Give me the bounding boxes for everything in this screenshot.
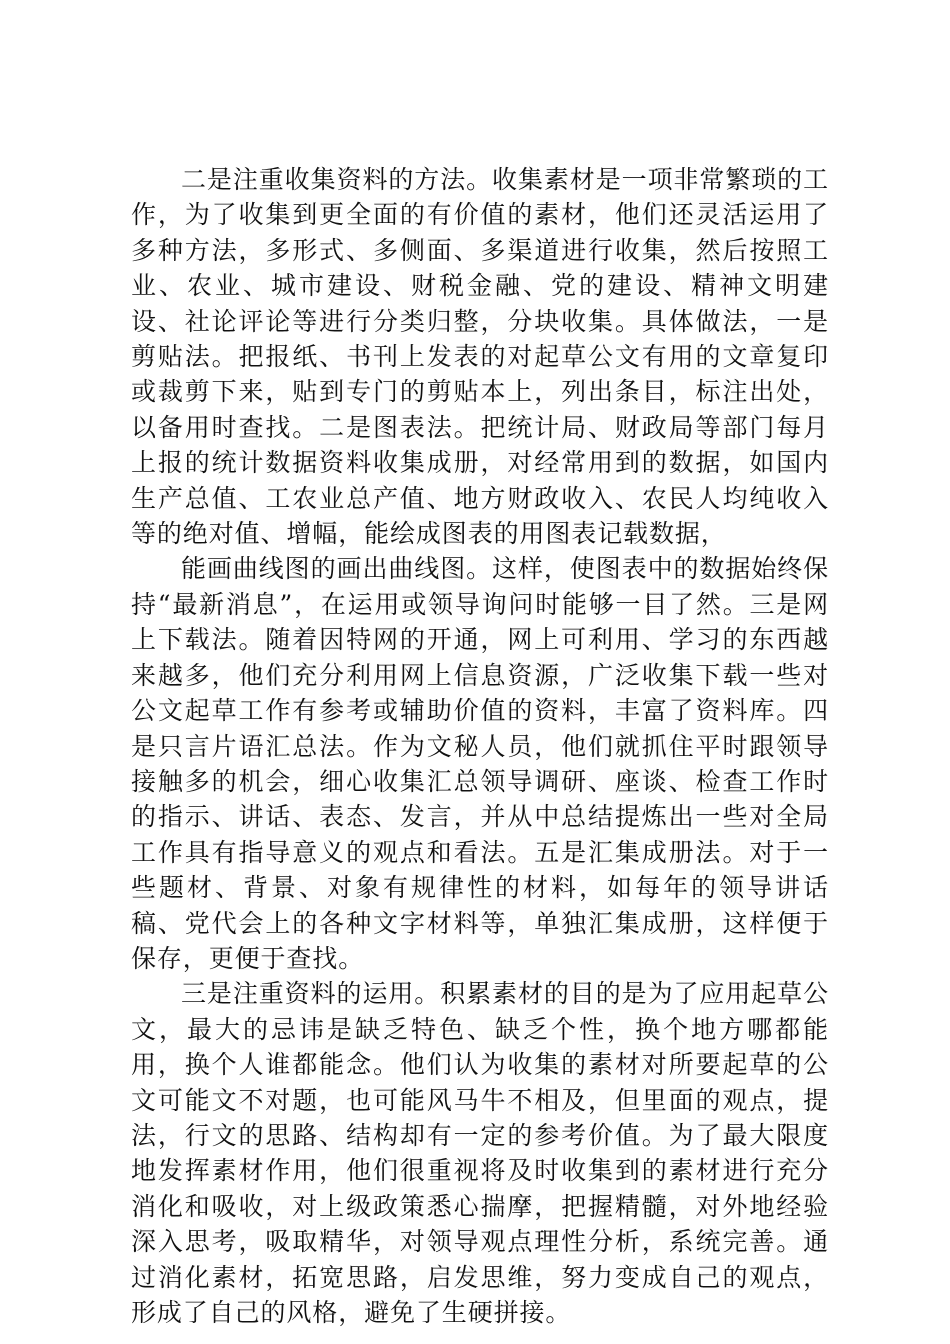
paragraph-chart-and-download-methods: 能画曲线图的画出曲线图。这样，使图表中的数据始终保持“最新消息”，在运用或领导询问时能够一目了然。三是网上下载法。随着因特网的开通，网上可利用、学习的东西越来越多，他们充分利用网上信息资源，广泛收集下载一些对公文起草工作有参考或辅助价值的资料，丰富了资料库。四是只言片语汇总法。作为文秘人员，他们就抓住平时跟领导接触多的机会，细心收集汇总领导调研、座谈、检查工作时的指示、讲话、表态、发言，并从中总结提炼出一些对全局工作具有指导意义的观点和看法。五是汇集成册法。对于一些题材、背景、对象有规律性的材料，如每年的领导讲话稿、党代会上的各种文字材料等，单独汇集成册，这样便于保存，更便于查找。: [131, 554, 829, 973]
paragraph-collection-methods: 二是注重收集资料的方法。收集素材是一项非常繁琐的工作，为了收集到更全面的有价值的素材，他们还灵活运用了多种方法，多形式、多侧面、多渠道进行收集，然后按照工业、农业、城市建设、财税金融、党的建设、精神文明建设、社论评论等进行分类归整，分块收集。具体做法，一是剪贴法。把报纸、书刊上发表的对起草公文有用的文章复印或裁剪下来，贴到专门的剪贴本上，列出条目，标注出处，以备用时查找。二是图表法。把统计局、财政局等部门每月上报的统计数据资料收集成册，对经常用到的数据，如国内生产总值、工农业总产值、地方财政收入、农民人均纯收入等的绝对值、增幅，能绘成图表的用图表记载数据，: [131, 165, 829, 549]
paragraph-material-usage: 三是注重资料的运用。积累素材的目的是为了应用起草公文，最大的忌讳是缺乏特色、缺乏个性，换个地方哪都能用，换个人谁都能念。他们认为收集的素材对所要起草的公文可能文不对题，也可能风马牛不相及，但里面的观点，提法，行文的思路、结构却有一定的参考价值。为了最大限度地发挥素材作用，他们很重视将及时收集到的素材进行充分消化和吸收，对上级政策悉心揣摩，把握精髓，对外地经验深入思考，吸取精华，对领导观点理性分析，系统完善。通过消化素材，拓宽思路，启发思维，努力变成自己的观点，形成了自己的风格，避免了生硬拼接。: [131, 979, 829, 1327]
document-body: [131, 162, 829, 1330]
